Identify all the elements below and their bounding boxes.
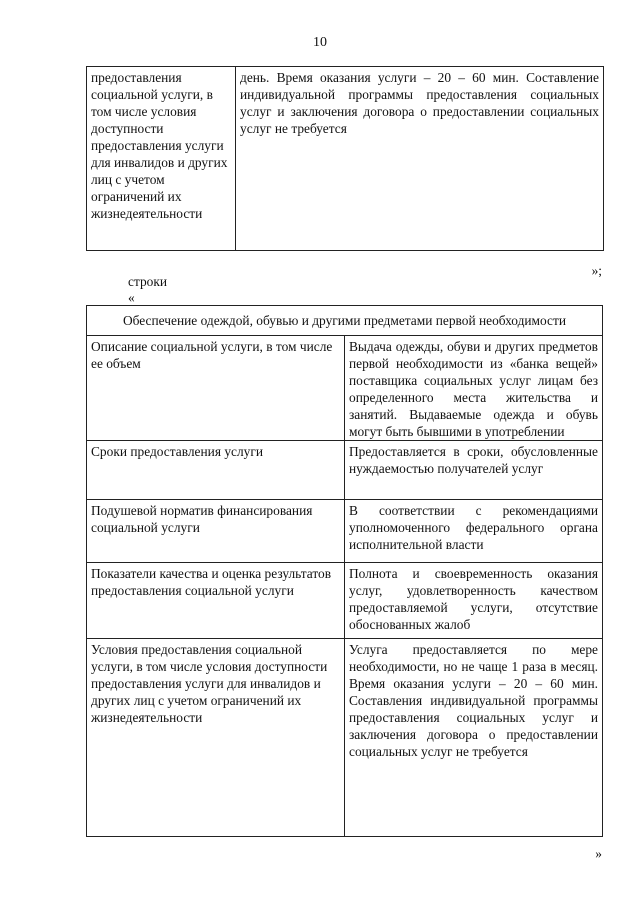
table-row [87,336,603,441]
table-cell-value: Услуга предоставляется по мере необходимости, но не чаще 1 раза в месяц. Время оказания услуги – 20 – 60 мин. Составления индивидуальной программы предоставления социальных услуг и заключения договора о предоставлении социальных услуг не требуется [345,639,603,837]
table-cell-label: Подушевой норматив финансирования социальной услуги [87,500,345,563]
closing-quote: »; [591,263,602,278]
table-cell-label: Сроки предоставления услуги [87,441,345,500]
table-cell-value: Полнота и своевременность оказания услуг, удовлетворенность качеством предоставляемой услуги, отсутствие обоснованных жалоб [345,563,603,639]
table-cell-value: Выдача одежды, обуви и других предметов первой необходимости из «банка вещей» поставщика социальных услуг лицам без определенного места жительства и занятий. Выдаваемые одежда и обувь могут быть бывшими в употреблении [345,336,603,441]
continuation-table [86,66,604,251]
table-row [87,639,603,837]
table-row [87,563,603,639]
table-cell-value: В соответствии с рекомендациями уполномоченного федерального органа исполнительной власти [345,500,603,563]
table-title: Обеспечение одеждой, обувью и другими предметами первой необходимости [87,306,603,336]
lines-label: строки [128,274,168,289]
service-table [86,305,603,837]
table-cell-label: Условия предоставления социальной услуги, в том числе условия доступности предоставления услуги для инвалидов и других лиц с учетом ограничений их жизнедеятельности [87,639,345,837]
table-row [87,500,603,563]
page-number: 10 [313,35,327,50]
table-row [87,441,603,500]
table-cell-label: Показатели качества и оценка результатов предоставления социальной услуги [87,563,345,639]
table-cell-label: Описание социальной услуги, в том числе ее объем [87,336,345,441]
opening-quote: « [128,290,135,305]
table-cell-value: Предоставляется в сроки, обусловленные нуждаемостью получателей услуг [345,441,603,500]
table-cell-value: день. Время оказания услуги – 20 – 60 мин. Составление индивидуальной программы предоставления социальных услуг и заключения договора о предоставлении социальных услуг не требуется [236,67,604,251]
closing-quote: » [595,846,602,861]
table-header-row [87,306,603,336]
table-row [87,67,604,251]
table-cell-label: предоставления социальной услуги, в том числе условия доступности предоставления услуги для инвалидов и других лиц с учетом ограничений их жизнедеятельности [87,67,236,251]
